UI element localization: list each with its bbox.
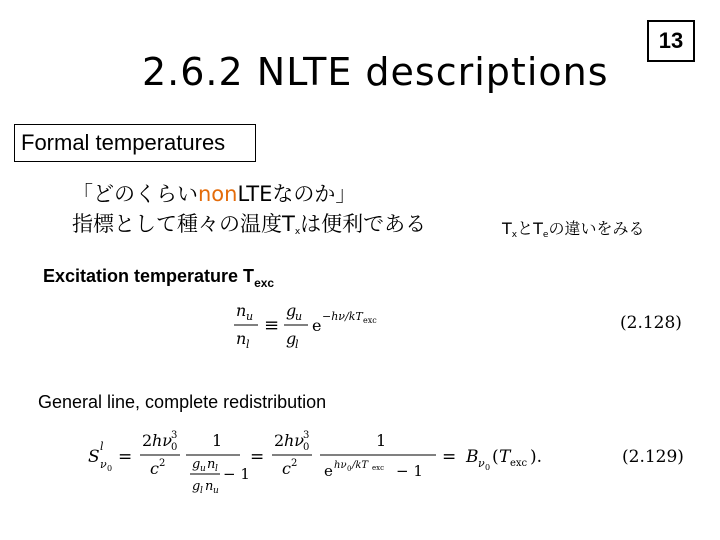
svg-text:exc: exc	[372, 464, 385, 472]
equation-number-2-129: (2.129)	[622, 447, 684, 467]
svg-text:l: l	[100, 440, 104, 453]
svg-text:u: u	[200, 464, 206, 474]
svg-text:c: c	[150, 459, 159, 478]
svg-text:− 1: − 1	[223, 465, 250, 483]
svg-text:3: 3	[171, 430, 178, 441]
section-label: Formal temperatures	[14, 124, 256, 162]
svg-text:l: l	[295, 338, 299, 351]
indicator-sub: x	[294, 227, 301, 237]
svg-text:0: 0	[485, 463, 491, 472]
svg-text:2: 2	[274, 431, 285, 450]
excitation-heading	[43, 266, 274, 290]
svg-text:0: 0	[347, 465, 352, 473]
svg-text:l: l	[215, 464, 218, 474]
svg-text:n: n	[207, 457, 216, 472]
svg-text:=: =	[442, 447, 457, 467]
indicator-after: は便利である	[300, 212, 427, 236]
svg-text:u: u	[295, 310, 303, 323]
slide-title: 2.6.2 NLTE descriptions	[142, 50, 609, 94]
svg-text:2: 2	[142, 431, 153, 450]
side-note-t2-sub: e	[542, 230, 549, 240]
svg-text:n: n	[205, 479, 214, 494]
svg-text:l: l	[200, 486, 203, 496]
svg-text:≡: ≡	[264, 315, 280, 336]
question-rest: LTEなのか」	[237, 182, 357, 206]
svg-text:g: g	[192, 457, 201, 472]
svg-text:hν: hν	[334, 460, 347, 471]
svg-text:3: 3	[303, 430, 310, 441]
svg-text:− 1: − 1	[396, 462, 423, 480]
general-line-label: General line, complete redistribution	[38, 392, 327, 412]
excitation-label: Excitation temperature T	[43, 266, 255, 286]
equation-2-128	[228, 298, 408, 352]
svg-text:c: c	[282, 459, 291, 478]
svg-text:hν: hν	[152, 431, 173, 450]
svg-text:S: S	[88, 447, 100, 467]
svg-text:exc: exc	[363, 316, 377, 325]
svg-text:g: g	[192, 479, 201, 494]
svg-text:n: n	[236, 301, 247, 320]
svg-text:l: l	[246, 338, 250, 351]
page-number: 13	[647, 20, 695, 62]
equation-number-2-128: (2.128)	[620, 313, 682, 333]
side-note	[502, 216, 644, 240]
svg-text:B: B	[466, 447, 479, 467]
equation-2-129	[84, 424, 564, 504]
side-note-t1-sub: x	[511, 230, 518, 240]
svg-text:0: 0	[107, 464, 113, 473]
indicator-line	[72, 208, 426, 238]
svg-text:ν: ν	[478, 457, 485, 470]
svg-text:−hν/kT: −hν/kT	[322, 310, 363, 323]
svg-text:1: 1	[376, 431, 387, 450]
svg-text:exc: exc	[510, 458, 528, 469]
svg-text:u: u	[213, 486, 219, 496]
svg-text:2: 2	[291, 458, 298, 469]
svg-text:e: e	[312, 316, 322, 335]
svg-text:e: e	[324, 462, 333, 480]
svg-text:0: 0	[171, 442, 178, 453]
svg-text:1: 1	[212, 431, 223, 450]
side-note-mid: とT	[517, 219, 543, 238]
svg-text:n: n	[236, 329, 247, 348]
svg-text:u: u	[246, 310, 254, 323]
side-note-t1: T	[502, 219, 512, 238]
side-note-after: の違いをみる	[548, 219, 645, 238]
question-line	[72, 178, 356, 208]
svg-text:=: =	[118, 447, 133, 467]
svg-text:g: g	[286, 329, 297, 348]
svg-text:0: 0	[303, 442, 310, 453]
svg-text:(: (	[492, 447, 499, 467]
svg-text:g: g	[286, 301, 297, 320]
svg-text:hν: hν	[284, 431, 305, 450]
svg-text:/kT: /kT	[352, 460, 369, 471]
indicator-before: 指標として種々の温度T	[72, 212, 295, 236]
svg-text:2: 2	[159, 458, 166, 469]
svg-text:T: T	[499, 447, 511, 467]
svg-text:).: ).	[530, 447, 543, 467]
question-open: 「どのくらい	[72, 182, 198, 206]
svg-text:=: =	[250, 447, 265, 467]
excitation-sub: exc	[254, 276, 275, 290]
svg-text:ν: ν	[100, 458, 107, 471]
question-highlight: non	[198, 182, 238, 206]
